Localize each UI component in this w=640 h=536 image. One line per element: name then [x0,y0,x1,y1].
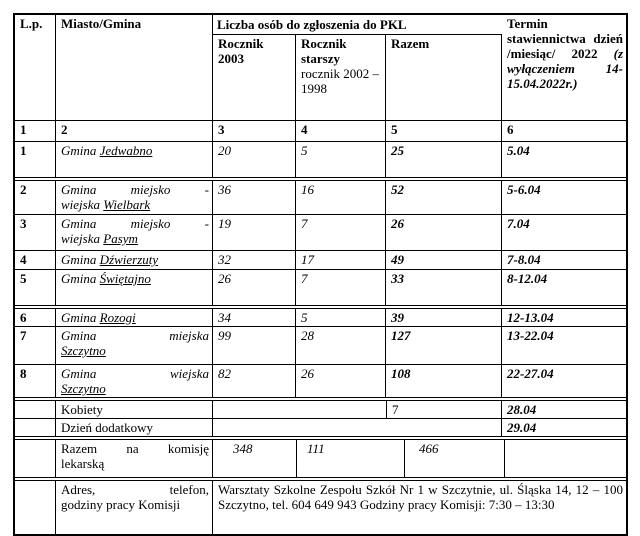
cell-rocznik-starszy: 7 [296,215,386,250]
gmina-name-text: Gmina [61,143,100,158]
table-row [15,365,626,398]
header-rocznik-starszy-rest: rocznik 2002 – 1998 [301,66,379,96]
header-termin [502,15,626,120]
gmina-name-line [61,231,209,246]
cell-razem: 25 [386,142,502,177]
razem-komisja-rocznik-starszy: 111 [297,440,405,477]
cell-lp-empty [15,440,56,477]
gmina-name-text: Gmina miejska [61,328,209,343]
header-razem: Razem [386,35,502,120]
gmina-name-line [61,381,209,396]
colnum-4: 4 [296,121,386,141]
table-row [15,309,626,327]
table-row [15,327,626,365]
cell-razem: 108 [386,365,502,397]
cell-lp: 6 [15,309,56,326]
gmina-name-line [61,197,209,212]
colnum-6: 6 [507,122,514,137]
gmina-name-line [61,182,209,197]
cell-termin: 8-12.04 [507,271,548,286]
cell-termin: 5.04 [507,143,530,158]
razem-komisja-termin-empty [505,440,626,477]
gmina-name-text: Gmina miejsko - [61,216,209,231]
dzien-dodatkowy-row [15,419,626,437]
cell-rocznik-starszy: 16 [296,181,386,214]
cell-rocznik-2003: 19 [213,215,296,250]
cell-razem: 26 [386,215,502,250]
cell-lp: 1 [15,142,56,177]
gmina-name-line [61,328,209,343]
column-numbering-row [15,121,626,142]
gmina-name-line [61,252,209,267]
dzien-dodatkowy-label: Dzień dodatkowy [56,419,213,436]
cell-rocznik-2003: 26 [213,270,296,305]
header-group-liczba-osob [213,15,502,120]
gmina-name-underlined: Jedwabno [99,143,153,158]
kobiety-termin: 28.04 [507,402,537,417]
cell-razem: 39 [386,309,502,326]
cell-gmina-name [56,142,213,177]
razem-komisja-label-line: Razem na komisję [61,441,209,456]
gmina-name-line [61,271,209,286]
cell-razem: 33 [386,270,502,305]
gmina-name-text: Gmina wiejska [61,366,209,381]
cell-rocznik-2003: 82 [213,365,296,397]
kobiety-row [15,401,626,419]
gmina-name-line [61,366,209,381]
gmina-name-line [61,216,209,231]
gmina-name-underlined: Szczytno [61,343,106,358]
razem-komisja-row [15,440,626,478]
colnum-1: 1 [15,121,56,141]
pkl-recruitment-table [13,13,628,536]
cell-gmina-name [56,365,213,397]
cell-rocznik-2003: 34 [213,309,296,326]
gmina-name-underlined: Szczytno [61,381,106,396]
header-miasto-gmina: Miasto/Gmina [56,15,213,120]
gmina-name-line [61,310,209,325]
cell-razem: 127 [386,327,502,364]
table-row [15,215,626,251]
cell-rocznik-2003: 32 [213,251,296,269]
gmina-name-underlined: Dźwierzuty [99,252,159,267]
cell-gmina-name [56,309,213,326]
cell-gmina-name [56,327,213,364]
cell-rocznik-2003: 36 [213,181,296,214]
cell-lp: 3 [15,215,56,250]
adres-label-line: godziny pracy Komisji [61,497,181,512]
cell-termin: 7-8.04 [507,252,541,267]
cell-termin: 12-13.04 [507,310,554,325]
header-group-title: Liczba osób do zgłoszenia do PKL [213,15,502,35]
header-rocznik-2003: Rocznik 2003 [213,35,296,120]
gmina-name-underlined: Pasym [103,231,138,246]
cell-razem: 52 [386,181,502,214]
header-rocznik-starszy [296,35,386,120]
header-row [15,15,626,121]
gmina-name-line [61,343,209,358]
gmina-name-text: Gmina [61,252,100,267]
gmina-name-underlined: Rozogi [99,310,136,325]
cell-rocznik-starszy: 5 [296,142,386,177]
cell-rocznik-2003: 20 [213,142,296,177]
kobiety-label: Kobiety [56,401,213,418]
cell-rocznik-starszy: 28 [296,327,386,364]
cell-gmina-name [56,251,213,269]
gmina-name-text: Gmina [61,310,100,325]
dzien-dodatkowy-merged-empty [213,419,502,436]
cell-gmina-name [56,215,213,250]
razem-komisja-rocznik-2003: 348 [213,440,297,477]
cell-lp: 2 [15,181,56,214]
cell-gmina-name [56,181,213,214]
gmina-name-text: wiejska [61,197,104,212]
cell-rocznik-starszy: 7 [296,270,386,305]
adres-label-line: Adres, telefon, [61,482,209,497]
table-row [15,181,626,215]
header-rocznik-starszy-bold: Rocznik starszy [301,36,347,66]
header-termin-main: Termin stawiennictwa dzień /miesiąc/ 2022 [507,16,623,61]
colnum-2: 2 [56,121,213,141]
cell-lp-empty [15,481,56,534]
razem-komisja-label-line: lekarską [61,456,105,471]
cell-lp-empty [15,419,56,436]
razem-komisja-label [56,440,213,477]
gmina-name-text: wiejska [61,231,104,246]
adres-value: Warsztaty Szkolne Zespołu Szkół Nr 1 w Szczytnie, ul. Śląska 14, 12 – 100 Szczytno, tel. 604 649 943 Godziny pracy Komisji: 7:30 – 13:30 [218,482,623,512]
cell-lp: 7 [15,327,56,364]
cell-lp-empty [15,401,56,418]
dzien-dodatkowy-termin: 29.04 [507,420,537,435]
cell-lp: 8 [15,365,56,397]
cell-termin: 22-27.04 [507,366,554,381]
header-subrow [213,35,502,120]
gmina-name-underlined: Świętajno [99,271,151,286]
adres-row [15,481,626,534]
cell-termin: 13-22.04 [507,328,554,343]
cell-rocznik-starszy: 17 [296,251,386,269]
cell-rocznik-starszy: 26 [296,365,386,397]
cell-lp: 4 [15,251,56,269]
kobiety-merged-empty [213,401,387,418]
gmina-name-underlined: Wielbark [103,197,151,212]
gmina-name-line [61,143,209,158]
cell-razem: 49 [386,251,502,269]
table-row [15,142,626,178]
colnum-5: 5 [386,121,502,141]
cell-termin: 7.04 [507,216,530,231]
cell-lp: 5 [15,270,56,305]
cell-rocznik-starszy: 5 [296,309,386,326]
kobiety-razem: 7 [387,401,502,418]
gmina-name-text: Gmina miejsko - [61,182,209,197]
gmina-name-text: Gmina [61,271,100,286]
cell-rocznik-2003: 99 [213,327,296,364]
table-row [15,251,626,270]
colnum-3: 3 [213,121,296,141]
header-lp: L.p. [15,15,56,120]
adres-label [56,481,213,534]
cell-termin: 5-6.04 [507,182,541,197]
table-row [15,270,626,306]
header-termin-note: (z wyłączeniem 14-15.04.2022r.) [507,46,623,91]
cell-gmina-name [56,270,213,305]
razem-komisja-razem: 466 [405,440,505,477]
